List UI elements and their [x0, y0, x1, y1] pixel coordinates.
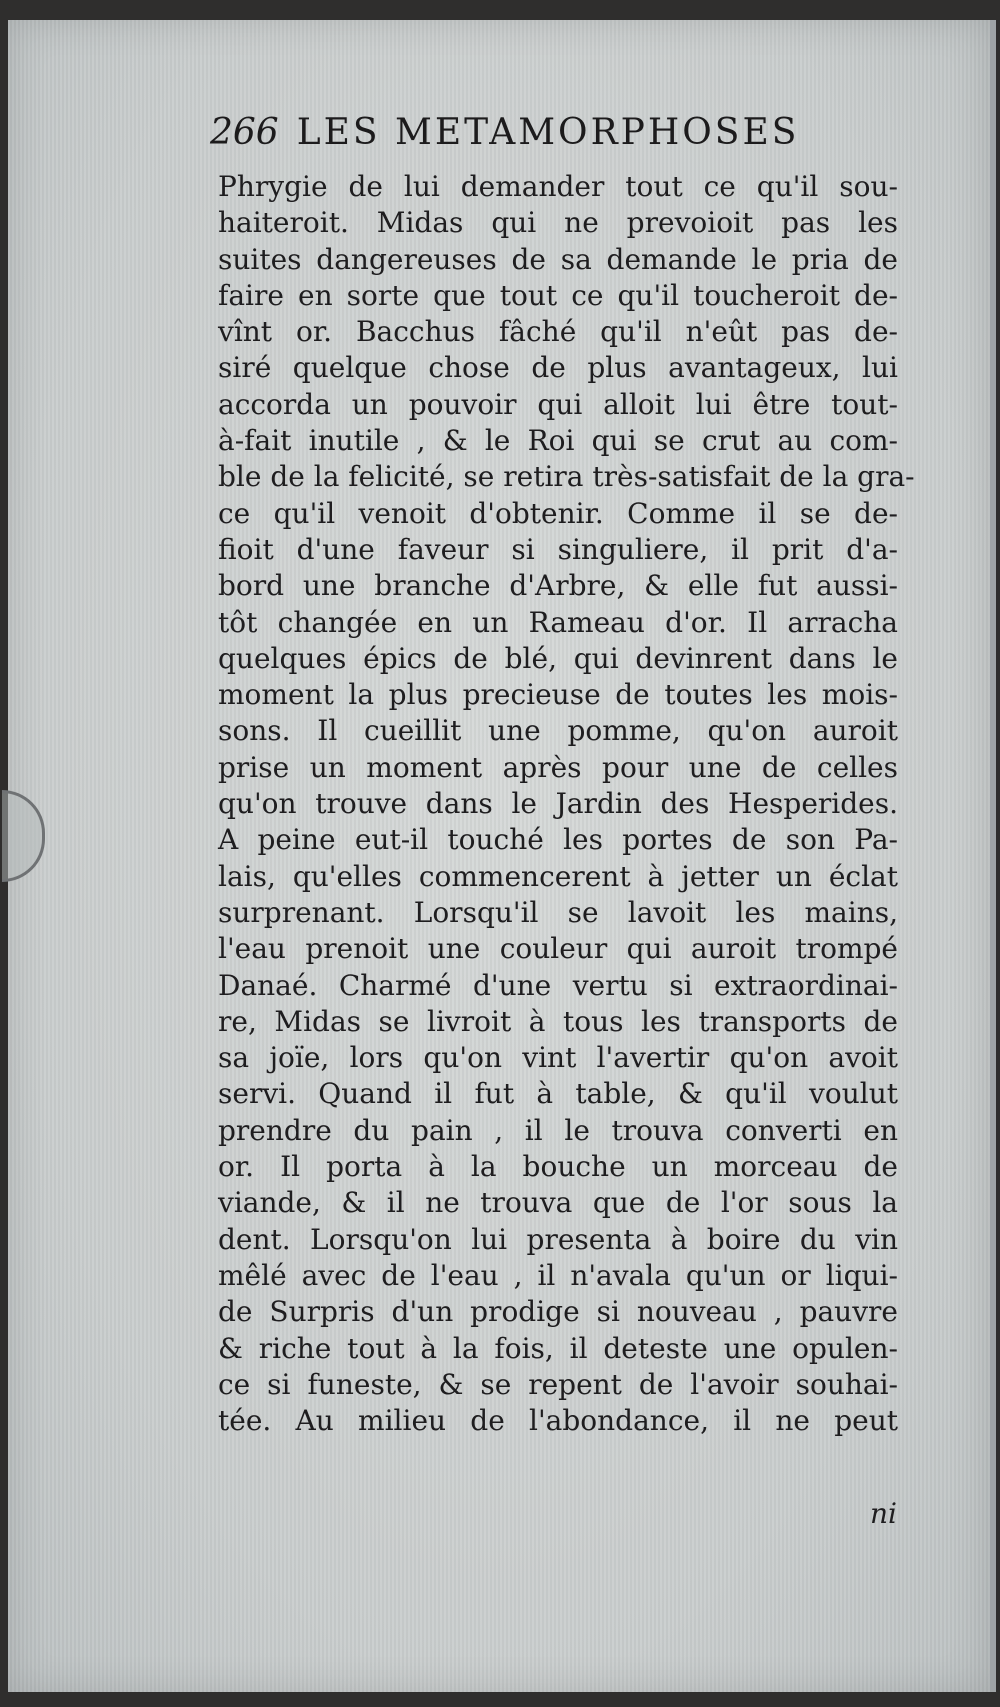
text-line: ce qu'il venoit d'obtenir. Comme il se de- [218, 496, 898, 530]
text-line: tée. Au milieu de l'abondance, il ne peut [218, 1404, 898, 1438]
text-line: mêlé avec de l'eau , il n'avala qu'un or liqui- [218, 1258, 898, 1292]
running-title: LES METAMORPHOSES [296, 112, 800, 153]
text-line: faire en sorte que tout ce qu'il toucheroit de- [218, 278, 898, 312]
text-line: suites dangereuses de sa demande le pria de [218, 242, 898, 276]
running-header [210, 112, 799, 153]
text-line: tôt changée en un Rameau d'or. Il arracha [218, 605, 898, 639]
text-line: servi. Quand il fut à table, & qu'il voulut [218, 1077, 898, 1111]
catchword: ni [870, 1497, 897, 1530]
page-number: 266 [210, 112, 279, 153]
text-line: viande, & il ne trouva que de l'or sous la [218, 1186, 898, 1220]
text-line: re, Midas se livroit à tous les transports de [218, 1004, 898, 1038]
text-line: sons. Il cueillit une pomme, qu'on auroit [218, 714, 898, 748]
text-line: surprenant. Lorsqu'il se lavoit les mains, [218, 895, 898, 929]
text-line: dent. Lorsqu'on lui presenta à boire du vin [218, 1222, 898, 1256]
text-line: or. Il porta à la bouche un morceau de [218, 1150, 898, 1184]
text-line: accorda un pouvoir qui alloit lui être tout- [218, 387, 898, 421]
text-line: vînt or. Bacchus fâché qu'il n'eût pas de- [218, 315, 898, 349]
page-clip [2, 790, 45, 882]
text-line: l'eau prenoit une couleur qui auroit trompé [218, 932, 898, 966]
text-line: siré quelque chose de plus avantageux, lui [218, 351, 898, 385]
text-line: quelques épics de blé, qui devinrent dans le [218, 641, 898, 675]
text-line: ce si funeste, & se repent de l'avoir souhai- [218, 1367, 898, 1401]
text-line: bord une branche d'Arbre, & elle fut aussi- [218, 569, 898, 603]
text-line: qu'on trouve dans le Jardin des Hesperides. [218, 787, 898, 821]
text-line: de Surpris d'un prodige si nouveau , pauvre [218, 1295, 898, 1329]
body-text [218, 169, 915, 1439]
text-line: & riche tout à la fois, il deteste une opulen- [218, 1331, 898, 1365]
text-line: fioit d'une faveur si singuliere, il prit d'a- [218, 532, 898, 566]
text-line: Danaé. Charmé d'une vertu si extraordinai- [218, 968, 898, 1002]
text-line: lais, qu'elles commencerent à jetter un éclat [218, 859, 898, 893]
text-line: ble de la felicité, se retira très-satisfait de la gra- [218, 460, 915, 494]
text-line: Phrygie de lui demander tout ce qu'il sou- [218, 170, 898, 203]
text-line: sa joïe, lors qu'on vint l'avertir qu'on avoit [218, 1041, 898, 1075]
text-line: prendre du pain , il le trouva converti en [218, 1113, 898, 1147]
text-line: à-fait inutile , & le Roi qui se crut au com- [218, 424, 898, 458]
text-line: A peine eut-il touché les portes de son Pa- [218, 823, 898, 857]
text-line: prise un moment après pour une de celles [218, 750, 898, 784]
text-line: haiteroit. Midas qui ne prevoioit pas les [218, 206, 898, 240]
text-line: moment la plus precieuse de toutes les mois- [218, 678, 898, 712]
